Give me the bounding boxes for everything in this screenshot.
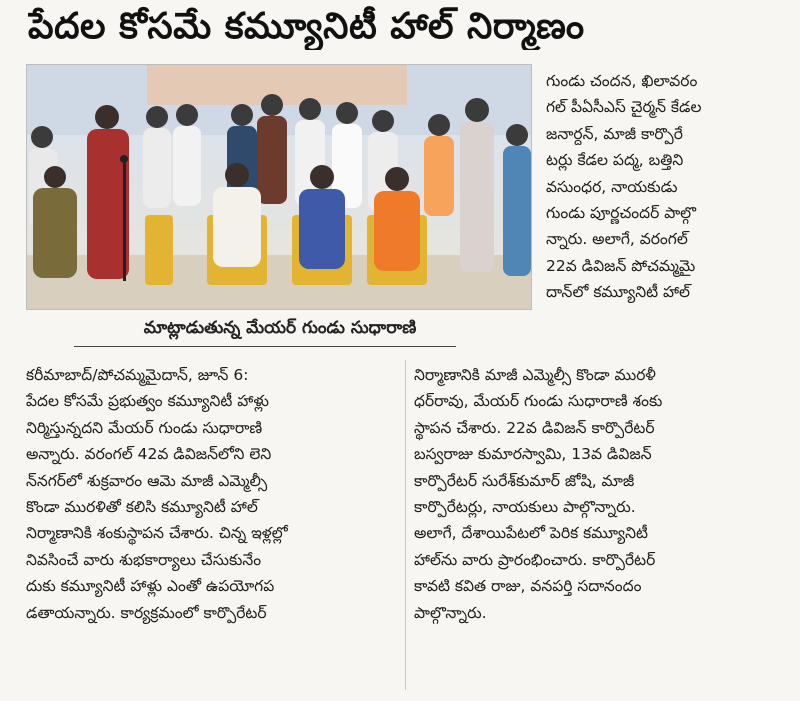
text-line: నిర్మిస్తున్నదని మేయర్ గుండు సుధారాణి <box>26 418 263 437</box>
text-line: అన్నారు. వరంగల్ 42వ డివిజన్‌లోని లెని <box>26 445 272 464</box>
article-column-left <box>26 362 406 626</box>
text-line: కార్పొరేటర్ సురేశ్‌కుమార్ జోషి, మాజీ <box>414 471 635 490</box>
headline: పేదల కోసమే కమ్యూనిటీ హాల్ నిర్మాణం <box>28 6 585 47</box>
text-line: గుండు పూర్ణచందర్ పాల్గొ <box>546 204 697 223</box>
text-line: న్‌నగర్‌లో శుక్రవారం ఆమె మాజీ ఎమ్మెల్సీ <box>26 471 268 490</box>
article-column-right <box>414 362 790 626</box>
text-line: కావటి కవిత రాజు, వనపర్తి సదానందం <box>414 577 642 596</box>
text-line: ధర్‌రావు, మేయర్ గుండు సుధారాణి శంకు <box>414 392 663 411</box>
text-line: న్నారు. అలాగే, వరంగల్ <box>546 230 688 249</box>
text-line: టర్లు కేడల పద్మ, బత్తిని <box>546 151 684 170</box>
text-line: గుండు చందన, ఖిలావరం <box>546 72 698 90</box>
text-line: హాల్‌ను వారు ప్రారంభించారు. కార్పొరేటర్ <box>414 550 656 569</box>
text-line: అలాగే, దేశాయిపేటలో పెరిక కమ్యూనిటీ <box>414 524 648 543</box>
text-line: నివసించే వారు శుభకార్యాలు చేసుకునేం <box>26 550 262 569</box>
text-line: బస్వరాజు కుమారస్వామి, 13వ డివిజన్ <box>414 445 652 464</box>
text-line: పేదల కోసమే ప్రభుత్వం కమ్యూనిటీ హాళ్లు <box>26 392 269 411</box>
text-line: కొండా మురళితో కలిసి కమ్యూనిటీ హాల్ <box>26 498 258 517</box>
text-line: గల్ పీఏసీఎస్ చైర్మన్ కేడల <box>546 98 702 117</box>
text-line: 22వ డివిజన్ పోచమ్మమై <box>546 256 696 275</box>
text-line: దాన్‌లో కమ్యూనిటీ హాల్ <box>546 283 691 302</box>
text-line: జనార్దన్, మాజీ కార్పొరే <box>546 124 683 143</box>
text-line: నిర్మాణానికి మాజీ ఎమ్మెల్సీ కొండా మురళీ <box>414 366 656 384</box>
text-line: దుకు కమ్యూనిటీ హాళ్లు ఎంతో ఉపయోగప <box>26 577 275 596</box>
text-line: నిర్మాణానికి శంకుస్థాపన చేశారు. చిన్న ఇళ్లల్లో <box>26 524 288 543</box>
text-line: కార్పొరేటర్లు, నాయకులు పాల్గొన్నారు. <box>414 498 636 517</box>
news-photo <box>26 64 532 310</box>
column-divider <box>405 360 406 690</box>
article-column-top-right <box>546 68 786 306</box>
text-line: డతాయన్నారు. కార్యక్రమంలో కార్పొరేటర్ <box>26 603 267 622</box>
caption-rule <box>74 346 456 347</box>
event-photo-illustration <box>27 65 531 309</box>
text-line: కరీమాబాద్/పోచమ్మమైదాన్, జూన్ 6: <box>26 366 249 384</box>
text-line: వసుంధర, నాయకుడు <box>546 177 678 196</box>
text-line: స్థాపన చేశారు. 22వ డివిజన్ కార్పొరేటర్ <box>414 418 655 437</box>
photo-caption: మాట్లాడుతున్న మేయర్ గుండు సుధారాణి <box>143 318 417 338</box>
text-line: పాల్గొన్నారు. <box>414 603 487 622</box>
